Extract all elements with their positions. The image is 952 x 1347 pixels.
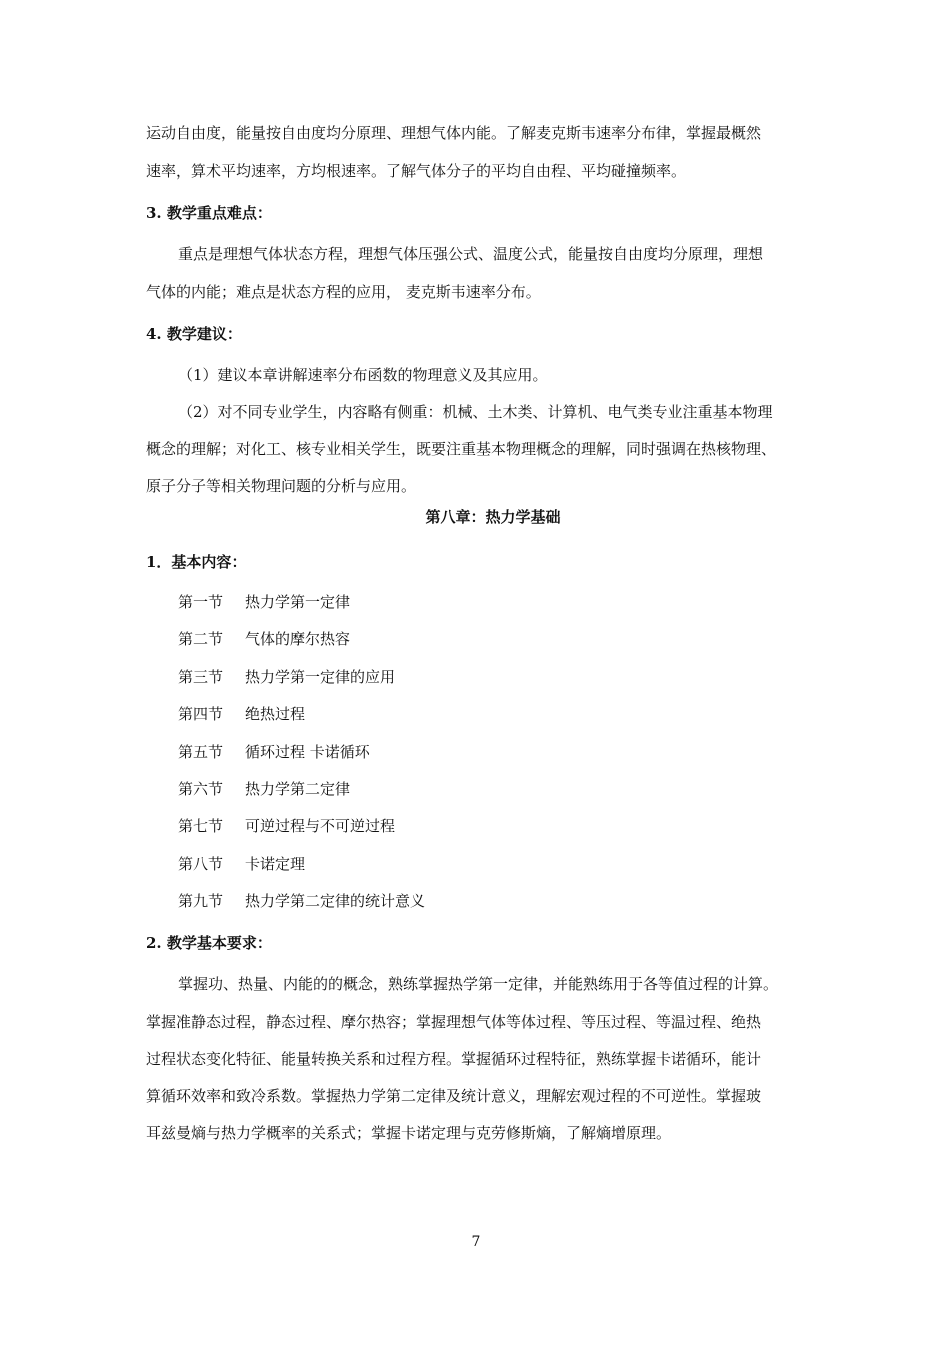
section-title: 绝热过程 <box>245 705 306 723</box>
page-number: 7 <box>471 1234 481 1250</box>
section-number: 第二节 <box>178 630 224 648</box>
section-title: 热力学第二定律的统计意义 <box>245 892 426 910</box>
paragraph-line: 气体的内能；难点是状态方程的应用， 麦克斯韦速率分布。 <box>146 283 541 301</box>
section-entry <box>178 591 872 613</box>
section-heading: 3. 教学重点难点： <box>146 204 272 222</box>
section-title: 热力学第二定律 <box>245 780 351 798</box>
paragraph-line: 过程状态变化特征、能量转换关系和过程方程。掌握循环过程特征，熟练掌握卡诺循环，能计 <box>146 1050 762 1068</box>
section-heading: 4. 教学建议： <box>146 325 242 343</box>
section-entry <box>178 703 872 725</box>
paragraph-line: 重点是理想气体状态方程，理想气体压强公式、温度公式，能量按自由度均分原理，理想 <box>178 245 764 263</box>
section-title: 循环过程 卡诺循环 <box>245 743 370 761</box>
section-number: 第八节 <box>178 855 224 873</box>
paragraph-line: 原子分子等相关物理问题的分析与应用。 <box>146 477 417 495</box>
section-entry <box>178 741 872 763</box>
section-entry <box>178 628 872 650</box>
paragraph-line: 算循环效率和致冷系数。掌握热力学第二定律及统计意义，理解宏观过程的不可逆性。掌握玻 <box>146 1087 762 1105</box>
section-heading: 2. 教学基本要求： <box>146 934 272 952</box>
section-title: 热力学第一定律的应用 <box>245 668 396 686</box>
chapter-title: 第八章：热力学基础 <box>425 508 561 526</box>
section-entry <box>178 890 872 912</box>
section-number: 第四节 <box>178 705 224 723</box>
paragraph-line: 速率，算术平均速率，方均根速率。了解气体分子的平均自由程、平均碰撞频率。 <box>146 162 687 180</box>
section-heading: 1．基本内容： <box>146 553 247 571</box>
section-entry <box>178 778 872 800</box>
section-title: 可逆过程与不可逆过程 <box>245 817 396 835</box>
section-entry <box>178 815 872 837</box>
section-number: 第九节 <box>178 892 224 910</box>
paragraph-line: 掌握功、热量、内能的的概念，熟练掌握热学第一定律，并能熟练用于各等值过程的计算。 <box>178 975 779 993</box>
section-number: 第七节 <box>178 817 224 835</box>
section-number: 第五节 <box>178 743 224 761</box>
section-number: 第六节 <box>178 780 224 798</box>
paragraph-line: 掌握准静态过程，静态过程、摩尔热容；掌握理想气体等体过程、等压过程、等温过程、绝热 <box>146 1013 762 1031</box>
section-entry <box>178 853 872 875</box>
paragraph-line: 耳兹曼熵与热力学概率的关系式；掌握卡诺定理与克劳修斯熵，了解熵增原理。 <box>146 1124 672 1142</box>
list-item: （1）建议本章讲解速率分布函数的物理意义及其应用。 <box>178 366 548 384</box>
section-title: 卡诺定理 <box>245 855 306 873</box>
paragraph-line: 运动自由度，能量按自由度均分原理、理想气体内能。了解麦克斯韦速率分布律，掌握最概然 <box>146 124 762 142</box>
section-number: 第一节 <box>178 593 224 611</box>
section-number: 第三节 <box>178 668 224 686</box>
paragraph-line: 概念的理解；对化工、核专业相关学生，既要注重基本物理概念的理解，同时强调在热核物理、 <box>146 440 777 458</box>
section-title: 热力学第一定律 <box>245 593 351 611</box>
section-entry <box>178 666 872 688</box>
section-title: 气体的摩尔热容 <box>245 630 351 648</box>
list-item: （2）对不同专业学生，内容略有侧重：机械、土木类、计算机、电气类专业注重基本物理 <box>178 403 773 421</box>
